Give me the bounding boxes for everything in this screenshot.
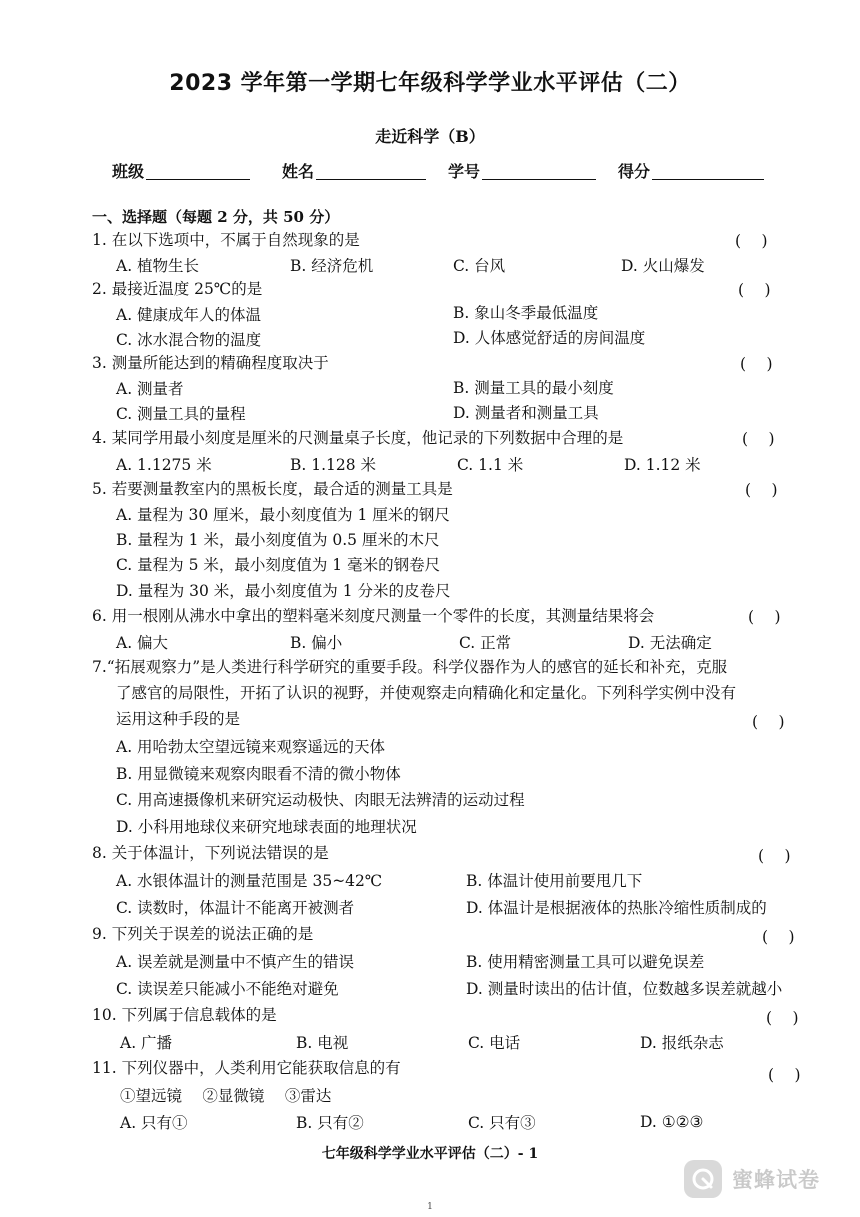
score-blank[interactable] xyxy=(652,161,764,180)
option-b: B. 偏小 xyxy=(290,634,343,652)
question-stem: 2. 最接近温度 25℃的是 xyxy=(92,280,263,298)
sub-options: ①望远镜 ②显微镜 ③雷达 xyxy=(120,1087,332,1105)
option-d: D. 测量者和测量工具 xyxy=(453,404,599,422)
option-d: D. 火山爆发 xyxy=(621,257,705,275)
option-c: C. 用高速摄像机来研究运动极快、肉眼无法辨清的运动过程 xyxy=(116,791,525,809)
answer-blank[interactable]: ( ) xyxy=(735,232,768,250)
question-stem: 3. 测量所能达到的精确程度取决于 xyxy=(92,354,329,372)
option-c: C. 1.1 米 xyxy=(457,456,524,474)
name-field xyxy=(282,159,426,182)
question-stem: 10. 下列属于信息载体的是 xyxy=(92,1006,277,1024)
question-stem: 11. 下列仪器中，人类利用它能获取信息的有 xyxy=(92,1059,401,1077)
option-b: B. 象山冬季最低温度 xyxy=(453,304,599,322)
option-d: D. 1.12 米 xyxy=(624,456,701,474)
name-blank[interactable] xyxy=(316,161,426,180)
watermark-text: 蜜蜂试卷 xyxy=(732,1168,820,1192)
option-c: C. 读误差只能减小不能绝对避免 xyxy=(116,980,339,998)
option-d: D. ①②③ xyxy=(640,1113,704,1131)
page-number: 1 xyxy=(427,1202,433,1212)
option-d: D. 量程为 30 米，最小刻度值为 1 分米的皮卷尺 xyxy=(116,582,451,600)
option-c: C. 只有③ xyxy=(468,1114,536,1132)
answer-blank[interactable]: ( ) xyxy=(758,847,791,865)
option-a: A. 广播 xyxy=(120,1034,173,1052)
option-b: B. 经济危机 xyxy=(290,257,374,275)
option-a: A. 1.1275 米 xyxy=(116,456,212,474)
bee-logo-icon xyxy=(684,1160,722,1198)
class-blank[interactable] xyxy=(146,161,250,180)
option-d: D. 体温计是根据液体的热胀冷缩性质制成的 xyxy=(466,899,767,917)
question-stem: 1. 在以下选项中，不属于自然现象的是 xyxy=(92,231,360,249)
option-c: C. 冰水混合物的温度 xyxy=(116,331,262,349)
question-stem: 5. 若要测量教室内的黑板长度，最合适的测量工具是 xyxy=(92,480,453,498)
name-label: 姓名 xyxy=(282,162,315,181)
option-c: C. 电话 xyxy=(468,1034,521,1052)
answer-blank[interactable]: ( ) xyxy=(742,430,775,448)
option-a: A. 健康成年人的体温 xyxy=(116,306,262,324)
option-b: B. 测量工具的最小刻度 xyxy=(453,379,614,397)
option-a: A. 植物生长 xyxy=(116,257,200,275)
answer-blank[interactable]: ( ) xyxy=(745,481,778,499)
score-label: 得分 xyxy=(618,162,651,181)
section-title: 一、选择题（每题 2 分，共 50 分） xyxy=(92,208,340,226)
answer-blank[interactable]: ( ) xyxy=(768,1066,801,1084)
student-id-blank[interactable] xyxy=(482,161,596,180)
answer-blank[interactable]: ( ) xyxy=(738,281,771,299)
question-stem: 6. 用一根刚从沸水中拿出的塑料毫米刻度尺测量一个零件的长度，其测量结果将会 xyxy=(92,607,655,625)
option-c: C. 量程为 5 米，最小刻度值为 1 毫米的钢卷尺 xyxy=(116,556,441,574)
class-field xyxy=(112,159,250,182)
option-d: D. 报纸杂志 xyxy=(640,1034,724,1052)
answer-blank[interactable]: ( ) xyxy=(740,355,773,373)
option-c: C. 台风 xyxy=(453,257,506,275)
option-b: B. 体温计使用前要甩几下 xyxy=(466,872,643,890)
page-footer: 七年级科学学业水平评估（二）- 1 xyxy=(321,1146,539,1162)
option-b: B. 1.128 米 xyxy=(290,456,377,474)
option-c: C. 正常 xyxy=(459,634,512,652)
option-b: B. 电视 xyxy=(296,1034,349,1052)
student-id-field xyxy=(448,159,596,182)
answer-blank[interactable]: ( ) xyxy=(766,1009,799,1027)
student-id-label: 学号 xyxy=(448,162,481,181)
question-stem-line: 运用这种手段的是 xyxy=(116,710,241,728)
answer-blank[interactable]: ( ) xyxy=(762,928,795,946)
option-d: D. 人体感觉舒适的房间温度 xyxy=(453,329,646,347)
answer-blank[interactable]: ( ) xyxy=(748,608,781,626)
score-field xyxy=(618,159,764,182)
option-a: A. 测量者 xyxy=(116,380,184,398)
class-label: 班级 xyxy=(112,162,145,181)
option-d: D. 小科用地球仪来研究地球表面的地理状况 xyxy=(116,818,417,836)
question-stem-line: 7.“拓展观察力”是人类进行科学研究的重要手段。科学仪器作为人的感官的延长和补充，克服 xyxy=(92,658,728,676)
page-subtitle: 走近科学（B） xyxy=(375,127,485,146)
option-a: A. 偏大 xyxy=(116,634,169,652)
question-stem: 4. 某同学用最小刻度是厘米的尺测量桌子长度，他记录的下列数据中合理的是 xyxy=(92,429,624,447)
option-b: B. 使用精密测量工具可以避免误差 xyxy=(466,953,705,971)
option-c: C. 读数时，体温计不能离开被测者 xyxy=(116,899,355,917)
option-a: A. 只有① xyxy=(120,1114,188,1132)
question-stem: 9. 下列关于误差的说法正确的是 xyxy=(92,925,314,943)
answer-blank[interactable]: ( ) xyxy=(752,713,785,731)
option-b: B. 量程为 1 米，最小刻度值为 0.5 厘米的木尺 xyxy=(116,531,440,549)
watermark xyxy=(684,1160,820,1198)
option-d: D. 测量时读出的估计值，位数越多误差就越小 xyxy=(466,980,783,998)
page-title: 2023 学年第一学期七年级科学学业水平评估（二） xyxy=(169,71,691,96)
option-b: B. 只有② xyxy=(296,1114,364,1132)
option-a: A. 量程为 30 厘米，最小刻度值为 1 厘米的钢尺 xyxy=(116,506,450,524)
option-b: B. 用显微镜来观察肉眼看不清的微小物体 xyxy=(116,765,401,783)
option-a: A. 水银体温计的测量范围是 35~42℃ xyxy=(116,872,383,890)
option-c: C. 测量工具的量程 xyxy=(116,405,246,423)
option-a: A. 误差就是测量中不慎产生的错误 xyxy=(116,953,355,971)
question-stem-line: 了感官的局限性，开拓了认识的视野，并使观察走向精确化和定量化。下列科学实例中没有 xyxy=(116,684,737,702)
question-stem: 8. 关于体温计，下列说法错误的是 xyxy=(92,844,329,862)
option-d: D. 无法确定 xyxy=(628,634,712,652)
option-a: A. 用哈勃太空望远镜来观察遥远的天体 xyxy=(116,738,386,756)
